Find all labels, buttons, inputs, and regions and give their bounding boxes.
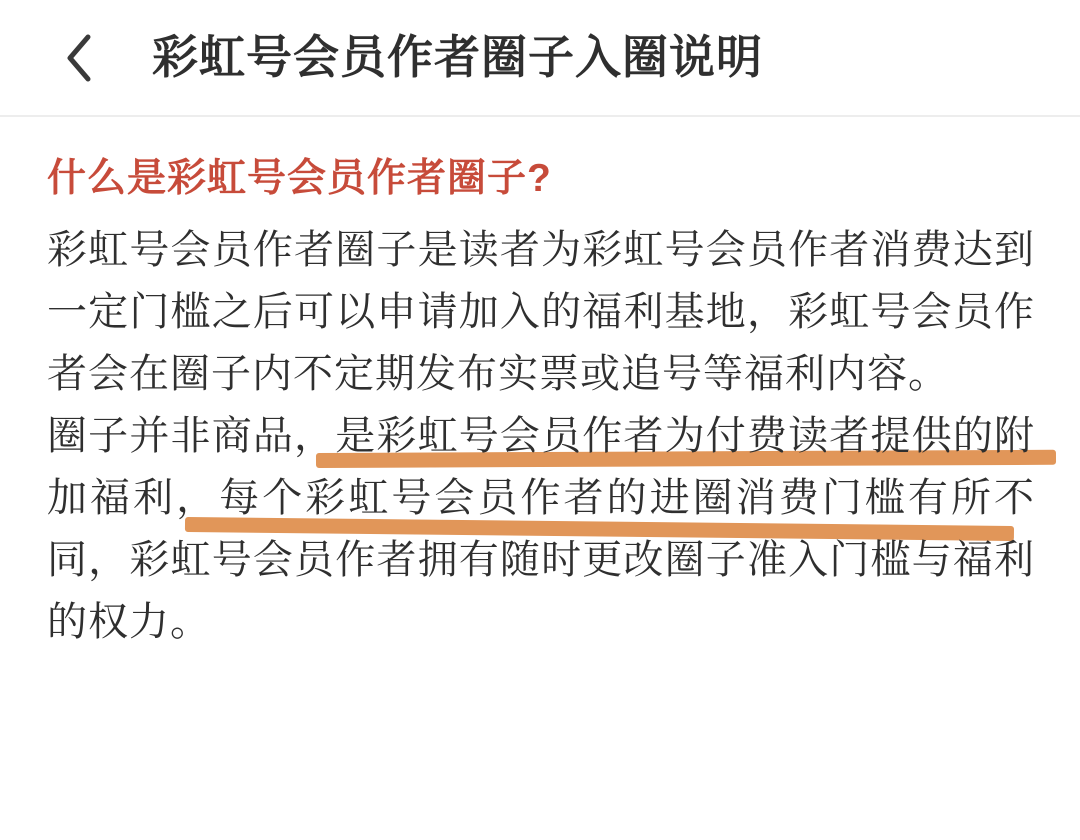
body-line-4: 圈子并非商品，是彩虹号会员作者为付费读者提供的附 <box>47 414 1035 458</box>
page-title: 彩虹号会员作者圈子入圈说明 <box>152 31 763 83</box>
navbar <box>0 0 1080 117</box>
chevron-left-icon <box>63 33 93 83</box>
back-button[interactable] <box>56 28 100 88</box>
content-area <box>0 117 1080 653</box>
body-line-7: 的权力。 <box>47 600 211 644</box>
body-line-6: 同，彩虹号会员作者拥有随时更改圈子准入门槛与福利 <box>47 538 1035 582</box>
body-line-2: 一定门槛之后可以申请加入的福利基地，彩虹号会员作 <box>47 290 1035 334</box>
section-heading: 什么是彩虹号会员作者圈子? <box>47 157 552 200</box>
body-line-1: 彩虹号会员作者圈子是读者为彩虹号会员作者消费达到 <box>47 228 1035 272</box>
body-line-3: 者会在圈子内不定期发布实票或追号等福利内容。 <box>47 352 949 396</box>
body-line-5: 加福利，每个彩虹号会员作者的进圈消费门槛有所不 <box>47 476 1035 520</box>
